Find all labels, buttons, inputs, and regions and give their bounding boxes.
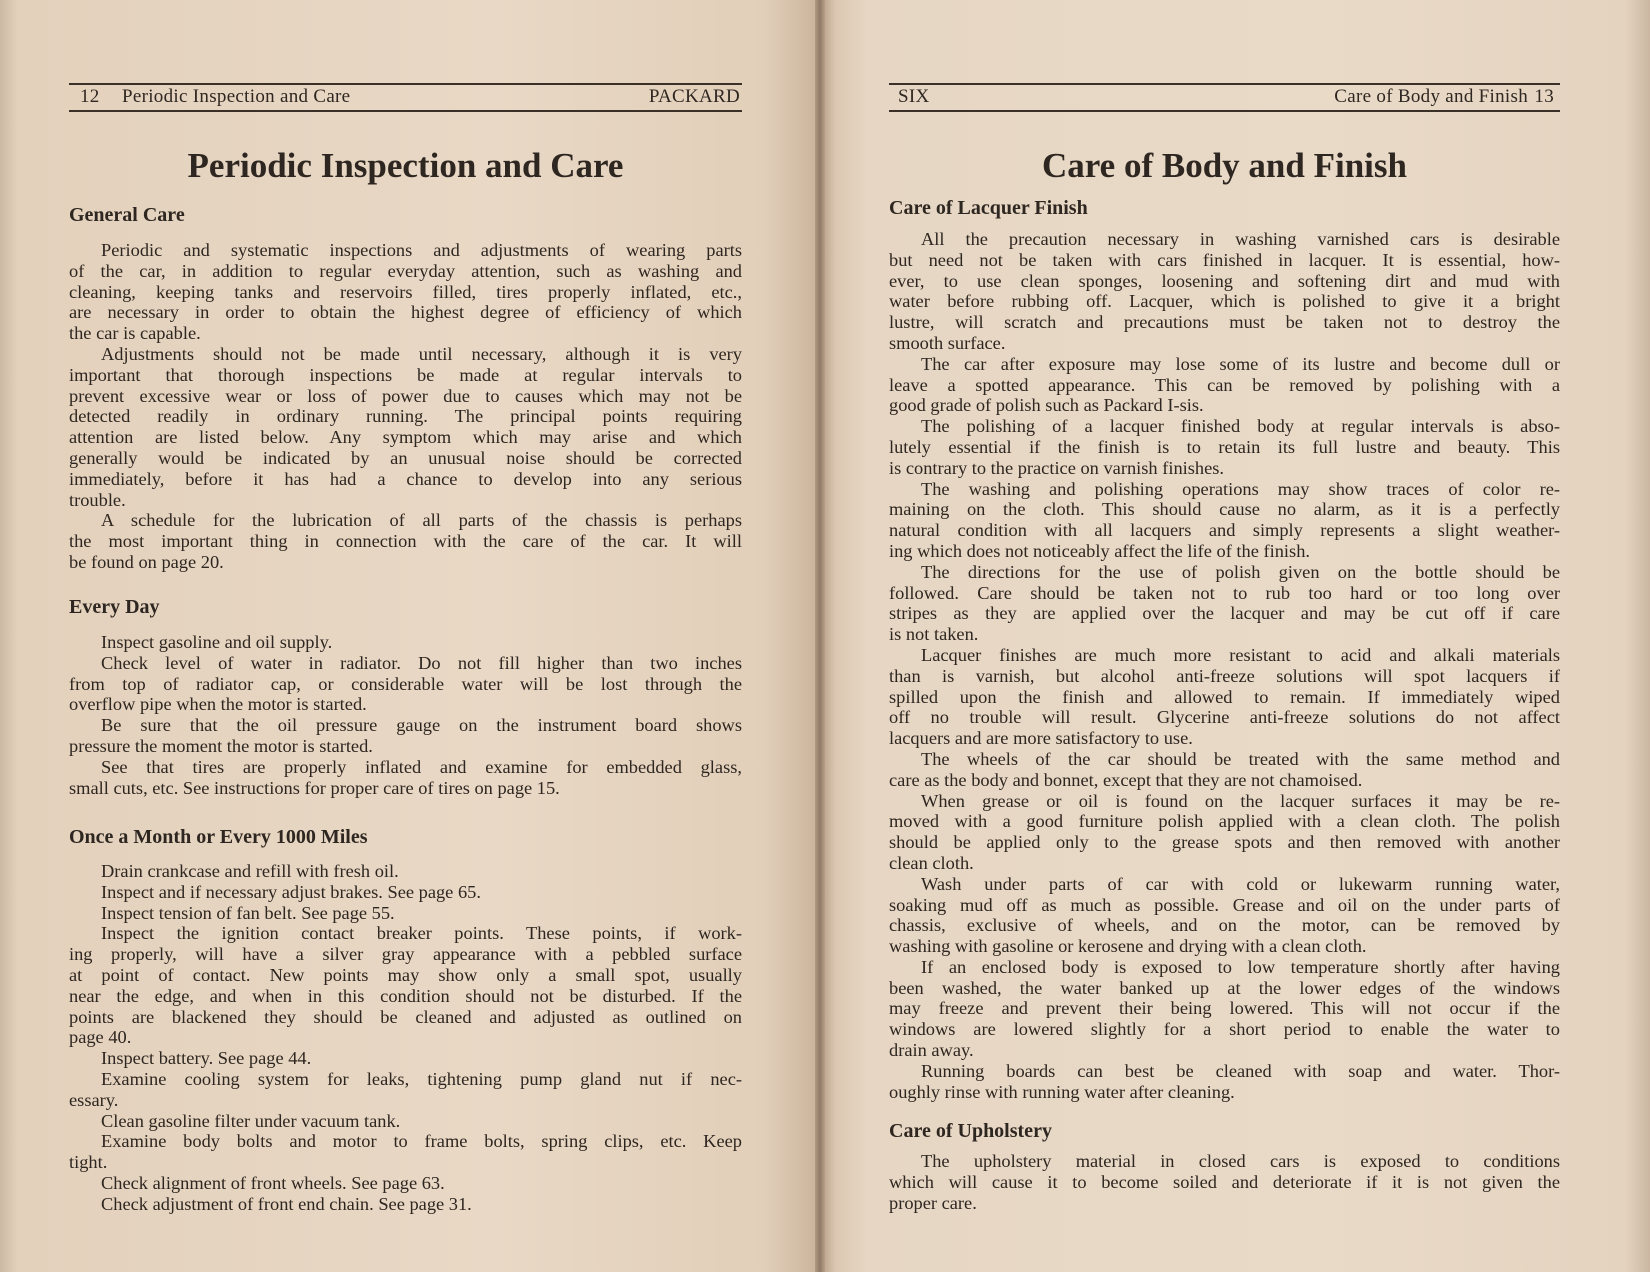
page-number: 12 (80, 86, 100, 107)
paragraph (889, 1151, 1560, 1213)
text-line: windows are lowered slightly for a short period to enable the water to (889, 1019, 1560, 1040)
text-line: proper care. (889, 1192, 977, 1213)
text-line: Examine body bolts and motor to frame bolts, spring clips, etc. Keep (101, 1131, 742, 1152)
text-line: The polishing of a lacquer finished body at regular intervals is abso- (921, 416, 1560, 437)
paragraph (69, 757, 742, 799)
text-line: water before rubbing off. Lacquer, which is polished to give it a bright (889, 291, 1560, 312)
paragraph (69, 1194, 742, 1215)
text-line: from top of radiator cap, or considerable water will be lost through the (69, 673, 742, 694)
text-line: washing with gasoline or kerosene and drying with a clean cloth. (889, 936, 1367, 957)
text-line: than is varnish, but alcohol anti-freeze solutions will spot lacquers if (889, 665, 1560, 686)
text-line: moved with a good furniture polish applied with a clean cloth. The polish (889, 811, 1560, 832)
text-line: pressure the moment the motor is started. (69, 735, 373, 756)
section-body (889, 1151, 1560, 1213)
text-line: natural condition with all lacquers and simply represents a slight weather- (889, 520, 1560, 541)
text-line: of the car, in addition to regular everyday attention, such as washing and (69, 260, 742, 281)
running-header-brand: PACKARD (648, 86, 740, 107)
running-header: Care of Body and Finish (1334, 86, 1528, 107)
text-line: Inspect gasoline and oil supply. (101, 632, 333, 652)
text-line: leave a spotted appearance. This can be removed by polishing with a (889, 374, 1560, 395)
text-line: trouble. (69, 489, 126, 510)
section-body (69, 632, 742, 798)
text-line: A schedule for the lubrication of all parts of the chassis is perhaps (101, 510, 742, 531)
text-line: the most important thing in connection with the care of the car. It will (69, 531, 742, 552)
page-title: Periodic Inspection and Care (187, 146, 624, 185)
text-line: attention are listed below. Any symptom which may arise and which (69, 427, 742, 448)
text-line: Check level of water in radiator. Do not fill higher than two inches (101, 652, 742, 673)
text-line: Inspect the ignition contact breaker points. These points, if work- (101, 923, 742, 944)
text-line: spilled upon the finish and allowed to remain. If immediately wiped (889, 686, 1560, 707)
paragraph (889, 479, 1560, 562)
left-page (0, 0, 822, 1272)
text-line: tight. (69, 1152, 108, 1173)
text-line: lutely essential if the finish is to retain its full lustre and beauty. This (889, 436, 1560, 457)
text-line: When grease or oil is found on the lacquer surfaces it may be re- (921, 790, 1560, 811)
book-gutter (815, 0, 825, 1272)
text-line: Check adjustment of front end chain. See page 31. (101, 1193, 472, 1214)
text-line: maining on the cloth. This should cause no alarm, as it is a perfectly (889, 499, 1560, 520)
paragraph (69, 861, 742, 882)
text-line: Clean gasoline filter under vacuum tank. (101, 1110, 401, 1131)
text-line: drain away. (889, 1040, 974, 1061)
text-line: Wash under parts of car with cold or lukewarm running water, (921, 873, 1560, 894)
text-line: The upholstery material in closed cars is exposed to conditions (921, 1151, 1560, 1171)
text-line: care as the body and bonnet, except that they are not chamoised. (889, 769, 1363, 790)
paragraph (889, 645, 1560, 749)
text-line: near the edge, and when in this condition should not be disturbed. If the (69, 985, 742, 1006)
paragraph (889, 749, 1560, 791)
text-line: Running boards can best be cleaned with soap and water. Thor- (921, 1060, 1560, 1081)
text-line: All the precaution necessary in washing varnished cars is desirable (921, 229, 1560, 249)
text-line: good grade of polish such as Packard I-sis. (889, 395, 1204, 416)
section-heading: General Care (69, 204, 185, 226)
text-line: are necessary in order to obtain the highest degree of efficiency of which (69, 302, 742, 323)
paragraph (69, 923, 742, 1048)
text-line: clean cloth. (889, 852, 974, 873)
section-body (69, 861, 742, 1215)
text-line: Adjustments should not be made until necessary, although it is very (101, 343, 742, 364)
paragraph (69, 240, 742, 344)
text-line: Inspect and if necessary adjust brakes. See page 65. (101, 881, 481, 902)
text-line: ing which does not noticeably affect the life of the finish. (889, 540, 1310, 561)
paragraph (69, 1069, 742, 1111)
header-rule-bottom (889, 110, 1560, 112)
text-line: Be sure that the oil pressure gauge on the instrument board shows (101, 715, 742, 736)
page-title: Care of Body and Finish (1042, 146, 1407, 185)
paragraph (889, 416, 1560, 478)
text-line: is not taken. (889, 624, 979, 645)
text-line: chassis, exclusive of wheels, and on the motor, can be removed by (889, 915, 1560, 936)
paragraph (69, 1173, 742, 1194)
section-heading: Care of Lacquer Finish (889, 197, 1088, 219)
text-line: lacquers and are more satisfactory to use. (889, 728, 1193, 749)
text-line: but need not be taken with cars finished in lacquer. It is essential, how- (889, 249, 1560, 270)
paragraph (889, 1061, 1560, 1103)
section-heading: Care of Upholstery (889, 1120, 1052, 1142)
text-line: which will cause it to become soiled and deteriorate if it is not given the (889, 1171, 1560, 1192)
paragraph (69, 653, 742, 715)
text-line: lustre, will scratch and precautions must be taken not to destroy the (889, 312, 1560, 333)
section-heading: Once a Month or Every 1000 Miles (69, 826, 368, 848)
text-line: page 40. (69, 1027, 132, 1048)
text-line: important that thorough inspections be made at regular intervals to (69, 364, 742, 385)
text-line: If an enclosed body is exposed to low temperature shortly after having (921, 956, 1560, 977)
text-line: See that tires are properly inflated and examine for embedded glass, (101, 756, 742, 777)
paragraph (69, 1048, 742, 1069)
paragraph (69, 903, 742, 924)
page-number: 13 (1534, 86, 1554, 107)
text-line: Drain crankcase and refill with fresh oil. (101, 861, 399, 881)
text-line: immediately, before it has had a chance to develop into any serious (69, 468, 742, 489)
header-rule-bottom (69, 110, 742, 112)
section-body (69, 240, 742, 573)
paragraph (69, 1131, 742, 1173)
text-line: oughly rinse with running water after cleaning. (889, 1081, 1235, 1102)
text-line: The directions for the use of polish given on the bottle should be (921, 561, 1560, 582)
text-line: overflow pipe when the motor is started. (69, 694, 367, 715)
text-line: soaking mud off as much as possible. Grease and oil on the under parts of (889, 894, 1560, 915)
paragraph (889, 791, 1560, 874)
text-line: Inspect tension of fan belt. See page 55. (101, 902, 395, 923)
paragraph (69, 1111, 742, 1132)
paragraph (69, 510, 742, 572)
text-line: off no trouble will result. Glycerine anti-freeze solutions do not affect (889, 707, 1560, 728)
paragraph (69, 882, 742, 903)
header-rule-top (69, 83, 742, 85)
text-line: The wheels of the car should be treated with the same method and (921, 748, 1560, 769)
paragraph (889, 354, 1560, 416)
text-line: Check alignment of front wheels. See page 63. (101, 1172, 445, 1193)
text-line: cleaning, keeping tanks and reservoirs filled, tires properly inflated, etc., (69, 281, 742, 302)
text-line: Examine cooling system for leaks, tightening pump gland nut if nec- (101, 1068, 742, 1089)
running-header-brand: SIX (898, 86, 930, 107)
paragraph (889, 874, 1560, 957)
section-body (889, 229, 1560, 1102)
text-line: ing properly, will have a silver gray appearance with a pebbled surface (69, 944, 742, 965)
text-line: been washed, the water banked up at the lower edges of the windows (889, 977, 1560, 998)
text-line: followed. Care should be taken not to rub too hard or too long over (889, 582, 1560, 603)
paragraph (889, 229, 1560, 354)
text-line: The car after exposure may lose some of its lustre and become dull or (921, 353, 1560, 374)
section-heading: Every Day (69, 596, 160, 618)
text-line: essary. (69, 1089, 119, 1110)
text-line: should be applied only to the grease spots and then removed with another (889, 832, 1560, 853)
text-line: at point of contact. New points may show only a small spot, usually (69, 964, 742, 985)
text-line: the car is capable. (69, 323, 201, 344)
text-line: be found on page 20. (69, 551, 224, 572)
paragraph (69, 632, 742, 653)
paragraph (69, 715, 742, 757)
paragraph (889, 562, 1560, 645)
text-line: generally would be indicated by an unusual noise should be corrected (69, 447, 742, 468)
text-line: Inspect battery. See page 44. (101, 1048, 312, 1069)
text-line: The washing and polishing operations may show traces of color re- (921, 478, 1560, 499)
right-page (822, 0, 1650, 1272)
text-line: ever, to use clean sponges, loosening and softening dirt and mud with (889, 270, 1560, 291)
text-line: points are blackened they should be cleaned and adjusted as outlined on (69, 1006, 742, 1027)
text-line: is contrary to the practice on varnish finishes. (889, 457, 1225, 478)
header-rule-top (889, 83, 1560, 85)
running-header: Periodic Inspection and Care (122, 86, 351, 107)
text-line: Periodic and systematic inspections and adjustments of wearing parts (101, 240, 742, 260)
text-line: detected readily in ordinary running. The principal points requiring (69, 406, 742, 427)
paragraph (889, 957, 1560, 1061)
text-line: Lacquer finishes are much more resistant to acid and alkali materials (921, 644, 1560, 665)
text-line: may freeze and prevent their being lowered. This will not occur if the (889, 998, 1560, 1019)
text-line: prevent excessive wear or loss of power due to causes which may not be (69, 385, 742, 406)
text-line: small cuts, etc. See instructions for proper care of tires on page 15. (69, 777, 560, 798)
text-line: stripes as they are applied over the lacquer and may be cut off if care (889, 603, 1560, 624)
paragraph (69, 344, 742, 510)
text-line: smooth surface. (889, 332, 1006, 353)
